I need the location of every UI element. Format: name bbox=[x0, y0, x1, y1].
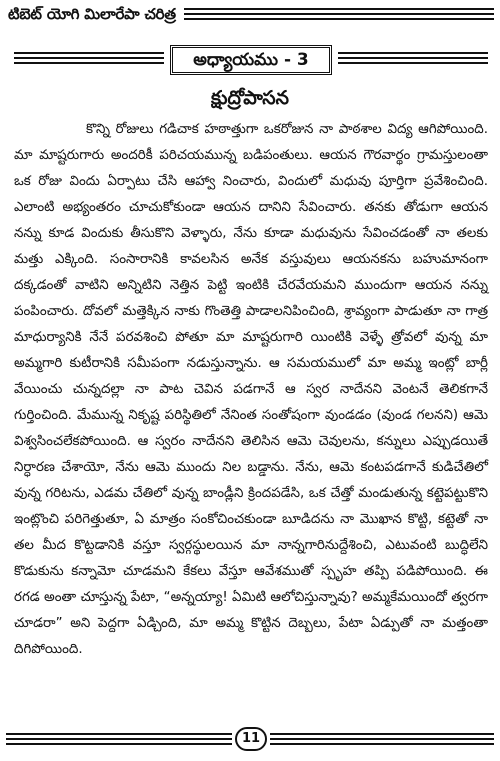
running-header bbox=[6, 2, 494, 28]
book-title: టిబెట్ యోగి మిలారేపా చరిత్ర bbox=[8, 5, 176, 23]
body-text bbox=[14, 117, 488, 663]
chapter-rule-left bbox=[14, 52, 164, 68]
chapter-heading bbox=[170, 45, 332, 75]
chapter-rule-right bbox=[338, 52, 488, 68]
header-rule-lines bbox=[184, 8, 494, 24]
page-number: 11 bbox=[235, 727, 267, 751]
footer-rule-right bbox=[270, 733, 494, 748]
chapter-label: అధ్యాయము - 3 bbox=[193, 50, 309, 70]
body-paragraph: కొన్ని రోజులు గడిచాక హఠాత్తుగా ఒకరోజున నా పాఠశాల విద్య ఆగిపోయింది. మా మాష్టరుగారు అందరికీ పరిచయమున్న బడిపంతులు. ఆయన గౌరవార్థం గ్రామస్తులంతా ఒక రోజు విందు ఏర్పాటు చేసి ఆహ్వా నించారు, విందులో మధువు పూర్తిగా ప్రవేశించింది. ఎలాంటి అభ్యంతరం చూచుకోకుండా ఆయన దానిని సేవించారు. తనకు తోడుగా ఆయన నన్ను కూడ విందుకు తీసుకొని వెళ్ళారు, నేను కూడా మధువును సేవించడంతో నా తలకు మత్తు ఎక్కింది. సంసారానికి కావలసిన అనేక వస్తువులు ఆయనకను బహుమానంగా దక్కడంతో వాటిని అన్నిటిని నెత్తిన పెట్టి ఇంటికి చేరవేయమని ముందుగా ఆయన నన్ను పంపించారు. దోవలో మత్తెక్కిన నాకు గొంతెత్తి పాడాలనిపించింది, శ్రావ్యంగా పాడుతూ నా గాత్ర మాధుర్యానికి నేనే పరవశించి పోతూ మా మాష్టరుగారి యింటికి వెళ్ళే త్రోవలో వున్న మా అమ్మగారి కుటీరానికి సమీపంగా నడుస్తున్నాను. ఆ సమయములో మా అమ్మ ఇంట్లో బార్లీ వేయించు చున్నదల్లా నా పాట చెవిన పడగానే ఆ స్వర నాదేనని వెంటనే తెలికగానే గుర్తించింది. మేమున్న నికృష్ట పరిస్థితిలో నేనింత సంతోషంగా వుండడం (వుండ గలనని) ఆమె విశ్వసించలేకపోయింది. ఆ స్వరం నాదేనని తెలిసిన ఆమె చెవులను, కన్నులు ఎప్పుడయితే నిర్ధారణ చేశాయో, నేను ఆమె ముందు నిల బడ్డాను. నేను, ఆమె కంటపడగానే కుడిచేతిలో వున్న గరిటను, ఎడమ చేతిలో వున్న బాండ్లీని క్రిందపడేసి, ఒక చేత్తో మండుతున్న కట్టెపట్టుకొని ఇంట్లొంచి పరిగెత్తుతూ, ఏ మాత్రం సంకోచించకుండా బూడిదను నా మొఖాన కొట్టి, కట్టెతో నా తల మీద కొట్టడానికి వస్తూ స్వర్గస్థులయిన మా నాన్నగారినుద్దేశించి, ఎటువంటి బుద్ధిలేని కొడుకును కన్నామో చూడమని కేకలు వేస్తూ ఆవేశముతో స్పృహ తప్పి పడిపోయింది. ఈ రగడ అంతా చూస్తున్న పేటా, “అన్నయ్యా! ఏమిటి ఆలోచిస్తున్నావు? అమ్మకేమయిందో త్వరగా చూడరా” అని పెద్దగా ఏడ్చింది, మా అమ్మ కొట్టిన దెబ్బలు, పేటా ఏడ్పుతో నా మత్తంతా దిగిపోయింది. bbox=[14, 122, 488, 657]
page-footer bbox=[6, 727, 494, 753]
footer-rule-left bbox=[6, 733, 232, 748]
section-title: క్షుద్రోపాసన bbox=[211, 87, 289, 109]
